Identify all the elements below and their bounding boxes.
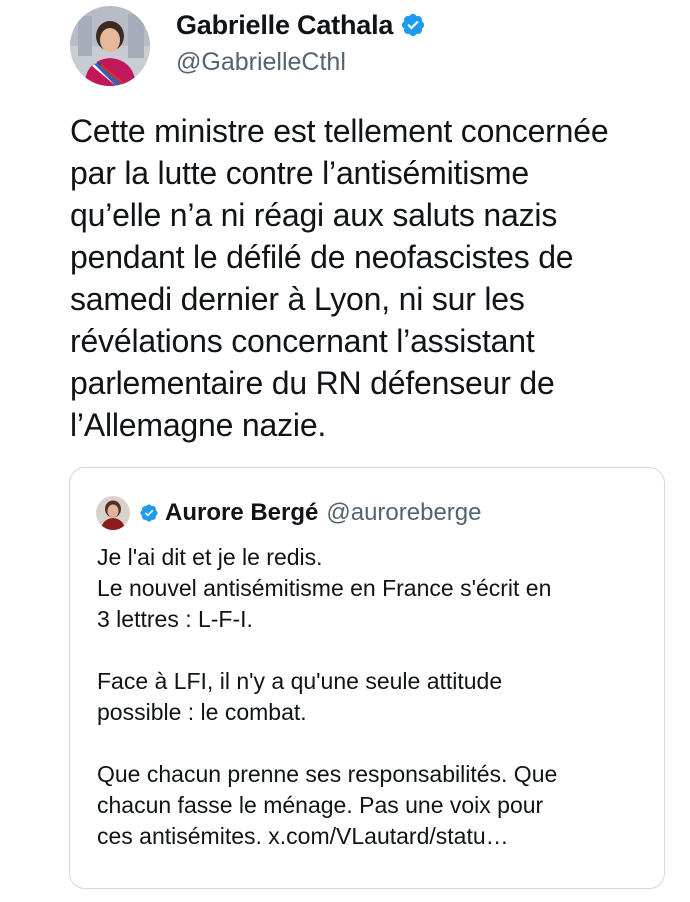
- tweet-text: [70, 110, 670, 446]
- quoted-author-handle[interactable]: @auroreberge: [326, 499, 482, 526]
- tweet-text-line: l’Allemagne nazie.: [70, 407, 327, 443]
- tweet-text-line: qu’elle n’a ni réagi aux saluts nazis: [70, 197, 558, 233]
- tweet-text-line: révélations concernant l’assistant: [70, 323, 535, 359]
- author-handle[interactable]: @GabrielleCthl: [176, 48, 346, 76]
- quoted-text-line: Que chacun prenne ses responsabilités. Que: [97, 761, 558, 787]
- quoted-text-line: chacun fasse le ménage. Pas une voix pour: [97, 792, 544, 818]
- quoted-tweet-header: [96, 496, 482, 530]
- quoted-author-display-name[interactable]: Aurore Bergé: [165, 499, 319, 526]
- author-avatar[interactable]: [70, 6, 150, 86]
- quoted-author-avatar[interactable]: [96, 496, 130, 530]
- quoted-text-line: Le nouvel antisémitisme en France s'écrit en: [97, 575, 552, 601]
- avatar-photo-icon: [96, 496, 130, 530]
- tweet-text-line: par la lutte contre l’antisémitisme: [70, 155, 529, 191]
- name-row: [176, 8, 426, 42]
- quoted-tweet-text: [97, 542, 657, 852]
- quoted-tweet[interactable]: [69, 467, 665, 889]
- tweet-text-line: pendant le défilé de neofascistes de: [70, 239, 574, 275]
- quoted-text-line: [97, 728, 657, 759]
- quoted-text-line: Je l'ai dit et je le redis.: [97, 544, 323, 570]
- avatar-photo-icon: [70, 6, 150, 86]
- quoted-text-line: 3 lettres : L-F-I.: [97, 606, 253, 632]
- tweet-header: [176, 8, 426, 77]
- quoted-text-line: Face à LFI, il n'y a qu'une seule attitude: [97, 668, 503, 694]
- tweet-text-line: Cette ministre est tellement concernée: [70, 113, 609, 149]
- quoted-text-line: possible : le combat.: [97, 699, 307, 725]
- verified-badge-icon: [400, 12, 426, 38]
- quoted-text-line: [97, 635, 657, 666]
- author-display-name[interactable]: Gabrielle Cathala: [176, 9, 394, 40]
- tweet-text-line: parlementaire du RN défenseur de: [70, 365, 555, 401]
- quoted-text-line[interactable]: ces antisémites. x.com/VLautard/statu…: [97, 823, 509, 849]
- verified-badge-icon: [139, 503, 159, 523]
- tweet-text-line: samedi dernier à Lyon, ni sur les: [70, 281, 525, 317]
